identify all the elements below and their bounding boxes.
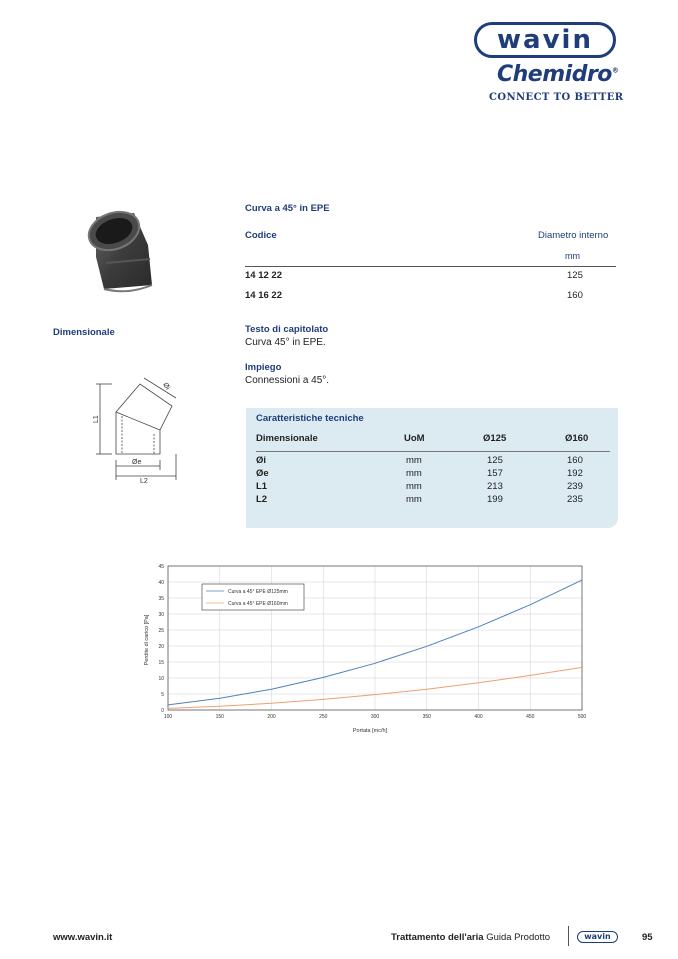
tech-cell: L2 [256,494,268,505]
y-tick-label: 45 [158,563,164,570]
tech-cell: 157 [487,468,503,479]
product-diameter: 125 [567,270,583,281]
x-tick-label: 500 [577,714,587,720]
footer-url[interactable]: www.wavin.it [53,932,113,943]
chart-legend [202,584,304,610]
chemidro-logo: Chemidro® [497,62,619,87]
tech-box [246,408,618,528]
y-tick-label: 20 [158,643,164,650]
x-tick-label: 450 [526,714,535,720]
y-tick-label: 30 [158,611,164,618]
product-title: Curva a 45° in EPE [245,203,330,214]
unit-header: mm [565,251,580,261]
tech-header: Dimensionale [256,433,318,444]
page-number: 95 [642,932,653,943]
impiego-heading: Impiego [245,362,282,373]
footer-section: Trattamento dell'aria Guida Prodotto [391,932,551,943]
tech-cell: 160 [567,455,583,466]
elbow-product-image [76,205,168,297]
tech-cell: 213 [487,481,503,492]
footer-separator [568,926,569,946]
capitolato-text: Curva 45° in EPE. [245,337,326,348]
tech-cell: 192 [567,468,583,479]
codice-header: Codice [245,230,277,241]
product-code: 14 16 22 [245,290,282,301]
footer-wavin-logo: wavin [577,931,618,943]
product-diameter: 160 [567,290,583,301]
tech-cell: mm [406,481,422,492]
pressure-drop-chart [140,560,600,740]
tech-title: Caratteristiche tecniche [256,413,364,424]
x-tick-label: 100 [163,714,173,720]
tech-cell: 125 [487,455,503,466]
oe-label: Øe [132,459,142,466]
tech-cell: 239 [567,481,583,492]
tech-cell: mm [406,494,422,505]
y-axis-label: Perdite di carico [Pa] [144,614,150,666]
elbow-technical-drawing [92,370,192,485]
legend-label-160: Curva a 45° EPE Ø160mm [228,601,288,607]
x-axis-label: Portata [mc/h] [352,728,388,734]
y-tick-label: 10 [158,675,164,682]
l2-label: L2 [140,478,148,485]
legend-label-125: Curva a 45° EPE Ø125mm [228,589,288,595]
capitolato-heading: Testo di capitolato [245,324,329,335]
tech-cell: Øe [256,468,269,479]
tech-cell: 235 [567,494,583,505]
table-divider [245,266,616,267]
impiego-text: Connessioni a 45°. [245,375,330,386]
oi-label: Øi [161,381,171,392]
tech-cell: mm [406,468,422,479]
tech-header: Ø125 [483,433,507,444]
y-tick-label: 15 [158,659,164,666]
tech-cell: mm [406,455,422,466]
x-tick-label: 250 [319,714,328,720]
y-tick-label: 40 [158,579,164,586]
tech-header: Ø160 [565,433,589,444]
registered-mark: ® [611,66,619,75]
y-tick-label: 25 [158,627,164,634]
product-code: 14 12 22 [245,270,282,281]
dimensionale-label: Dimensionale [53,327,115,338]
wavin-logo-text: wavin [497,25,593,55]
y-tick-label: 35 [158,595,164,602]
x-tick-label: 350 [422,714,431,720]
y-tick-label: 5 [161,691,164,698]
tech-cell: 199 [487,494,503,505]
tech-cell: Øi [256,455,267,466]
x-tick-label: 200 [267,714,276,720]
x-tick-label: 150 [215,714,224,720]
diametro-interno-header: Diametro interno [538,230,609,241]
tech-header: UoM [404,433,425,444]
tech-divider [256,451,610,452]
x-tick-label: 400 [474,714,483,720]
x-tick-label: 300 [370,714,380,720]
l1-label: L1 [93,415,100,423]
y-tick-label: 0 [161,707,164,714]
tech-cell: L1 [256,481,268,492]
tagline: CONNECT TO BETTER [489,92,624,103]
wavin-logo [474,22,616,58]
